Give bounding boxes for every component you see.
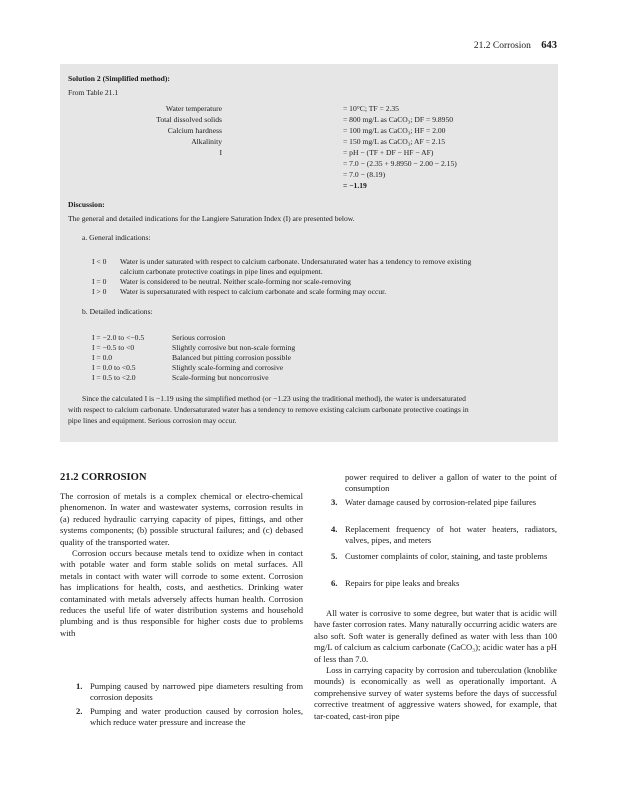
paragraph: Corrosion occurs because metals tend to oxidize when in contact with potable water and form stable solids on metal surfaces. All metals in contact with water will corrode to some extent. Corrosion has implications for health, costs, and aesthetics. Drinking water contaminated with metals adversely affects human health. Corrosion reduces the useful life of water distribution systems and household plumbing and is thus responsible for higher costs due to problems with (60, 548, 303, 638)
general-cond-1: I < 0 (92, 257, 107, 266)
list-item (331, 497, 557, 508)
detailed-text-4: Slightly scale-forming and corrosive (172, 363, 284, 372)
detailed-text-1: Serious corrosion (172, 333, 226, 342)
solution-source: From Table 21.1 (68, 88, 119, 97)
list-number: 4. (331, 524, 338, 534)
list-text: Water damage caused by corrosion-related pipe failures (345, 497, 537, 507)
conclusion-line-2: with respect to calcium carbonate. Undersaturated water has a tendency to remove existing calcium carbonate protective coatings in (68, 405, 469, 414)
eq-right-6: = 7.0 − (2.35 + 9.8950 − 2.00 − 2.15) (343, 159, 457, 168)
general-heading: a. General indications: (82, 233, 151, 242)
list-item (331, 551, 557, 562)
eq-right-3: = 100 mg/L as CaCO₃; HF = 2.00 (343, 126, 446, 135)
list-number: 5. (331, 551, 338, 561)
list-continuation: power required to deliver a gallon of water to the point of consumption (345, 472, 557, 494)
list-item (76, 706, 303, 729)
detailed-range-4: I = 0.0 to <0.5 (92, 363, 136, 372)
detailed-range-2: I = −0.5 to <0 (92, 343, 135, 352)
paragraph: All water is corrosive to some degree, but water that is acidic will have faster corrosion rates. Many naturally occurring acidic waters are also soft. Soft water is generally defined as water with less than 100 mg/L of calcium as calcium carbonate (CaCO₃); acidic water has a pH of less than 7.0. (314, 608, 557, 664)
example-solution-box (60, 64, 558, 442)
list-text: Pumping and water production caused by corrosion holes, which reduce water pressure and increase the (90, 706, 303, 728)
right-column-text (314, 608, 557, 722)
list-number: 2. (76, 706, 83, 716)
header-section: 21.2 Corrosion (473, 41, 531, 51)
section-heading: 21.2 CORROSION (60, 472, 147, 483)
eq-right-5: = pH − (TF + DF − HF − AF) (343, 148, 434, 157)
general-text-2: Water is considered to be neutral. Neither scale-forming nor scale-removing (120, 277, 351, 286)
detailed-heading: b. Detailed indications: (82, 307, 153, 316)
detailed-text-5: Scale-forming but noncorrosive (172, 373, 269, 382)
general-cond-3: I > 0 (92, 287, 107, 296)
eq-left-1: Water temperature (165, 104, 222, 113)
list-text: Replacement frequency of hot water heaters, radiators, valves, pipes, and meters (345, 524, 557, 546)
eq-right-1: = 10°C; TF = 2.35 (343, 104, 399, 113)
detailed-range-1: I = −2.0 to <−0.5 (92, 333, 145, 342)
page-number: 643 (541, 40, 557, 51)
conclusion-line-1: Since the calculated I is −1.19 using the simplified method (or −1.23 using the traditional method), the water is undersaturated (82, 394, 466, 403)
list-number: 3. (331, 497, 338, 507)
discussion-intro: The general and detailed indications for the Langiere Saturation Index (I) are presented below. (68, 214, 355, 223)
eq-left-5: I (219, 148, 222, 157)
left-column-text (60, 491, 303, 639)
discussion-title: Discussion: (68, 200, 105, 209)
list-number: 6. (331, 578, 338, 588)
eq-left-3: Calcium hardness (167, 126, 222, 135)
eq-right-7: = 7.0 − (8.19) (343, 170, 386, 179)
general-text-3: Water is supersaturated with respect to calcium carbonate and scale forming may occur. (120, 287, 387, 296)
list-item (76, 681, 303, 704)
eq-left-4: Alkalinity (191, 137, 222, 146)
detailed-range-5: I = 0.5 to <2.0 (92, 373, 136, 382)
detailed-text-3: Balanced but pitting corrosion possible (172, 353, 291, 362)
paragraph: Loss in carrying capacity by corrosion and tuberculation (knoblike mounds) is economically as well as operationally important. A comprehensive survey of water systems before the days of successful corrective treatment of aggressive waters showed, for example, that tar-coated, cast-iron pipe (314, 665, 557, 721)
eq-result: = −1.19 (343, 181, 367, 190)
list-text: Repairs for pipe leaks and breaks (345, 578, 460, 588)
conclusion-line-3: pipe lines and equipment. Serious corrosion may occur. (68, 416, 237, 425)
eq-right-4: = 150 mg/L as CaCO₃; AF = 2.15 (343, 137, 446, 146)
paragraph: The corrosion of metals is a complex chemical or electro-chemical phenomenon. In water and wastewater systems, corrosion results in (a) reduced hydraulic carrying capacity of pipes, fittings, and other systems components; (b) possible structural failures; and (c) debased quality of the transported water. (60, 491, 303, 547)
list-item (331, 578, 557, 589)
general-cond-2: I = 0 (92, 277, 107, 286)
general-text-1: Water is under saturated with respect to calcium carbonate. Undersaturated water has a tendency to remove existing (120, 257, 472, 266)
list-item (331, 524, 557, 547)
solution-title: Solution 2 (Simplified method): (68, 74, 170, 83)
eq-right-2: = 800 mg/L as CaCO₃; DF = 9.8950 (343, 115, 454, 124)
running-header (474, 40, 557, 51)
list-number: 1. (76, 681, 83, 691)
eq-left-2: Total dissolved solids (156, 115, 222, 124)
detailed-range-3: I = 0.0 (92, 353, 113, 362)
list-text: Customer complaints of color, staining, and taste problems (345, 551, 548, 561)
detailed-text-2: Slightly corrosive but non-scale forming (172, 343, 296, 352)
general-text-1b: calcium carbonate protective coatings in pipe lines and equipment. (120, 267, 323, 276)
list-text: Pumping caused by narrowed pipe diameters resulting from corrosion deposits (90, 681, 303, 703)
